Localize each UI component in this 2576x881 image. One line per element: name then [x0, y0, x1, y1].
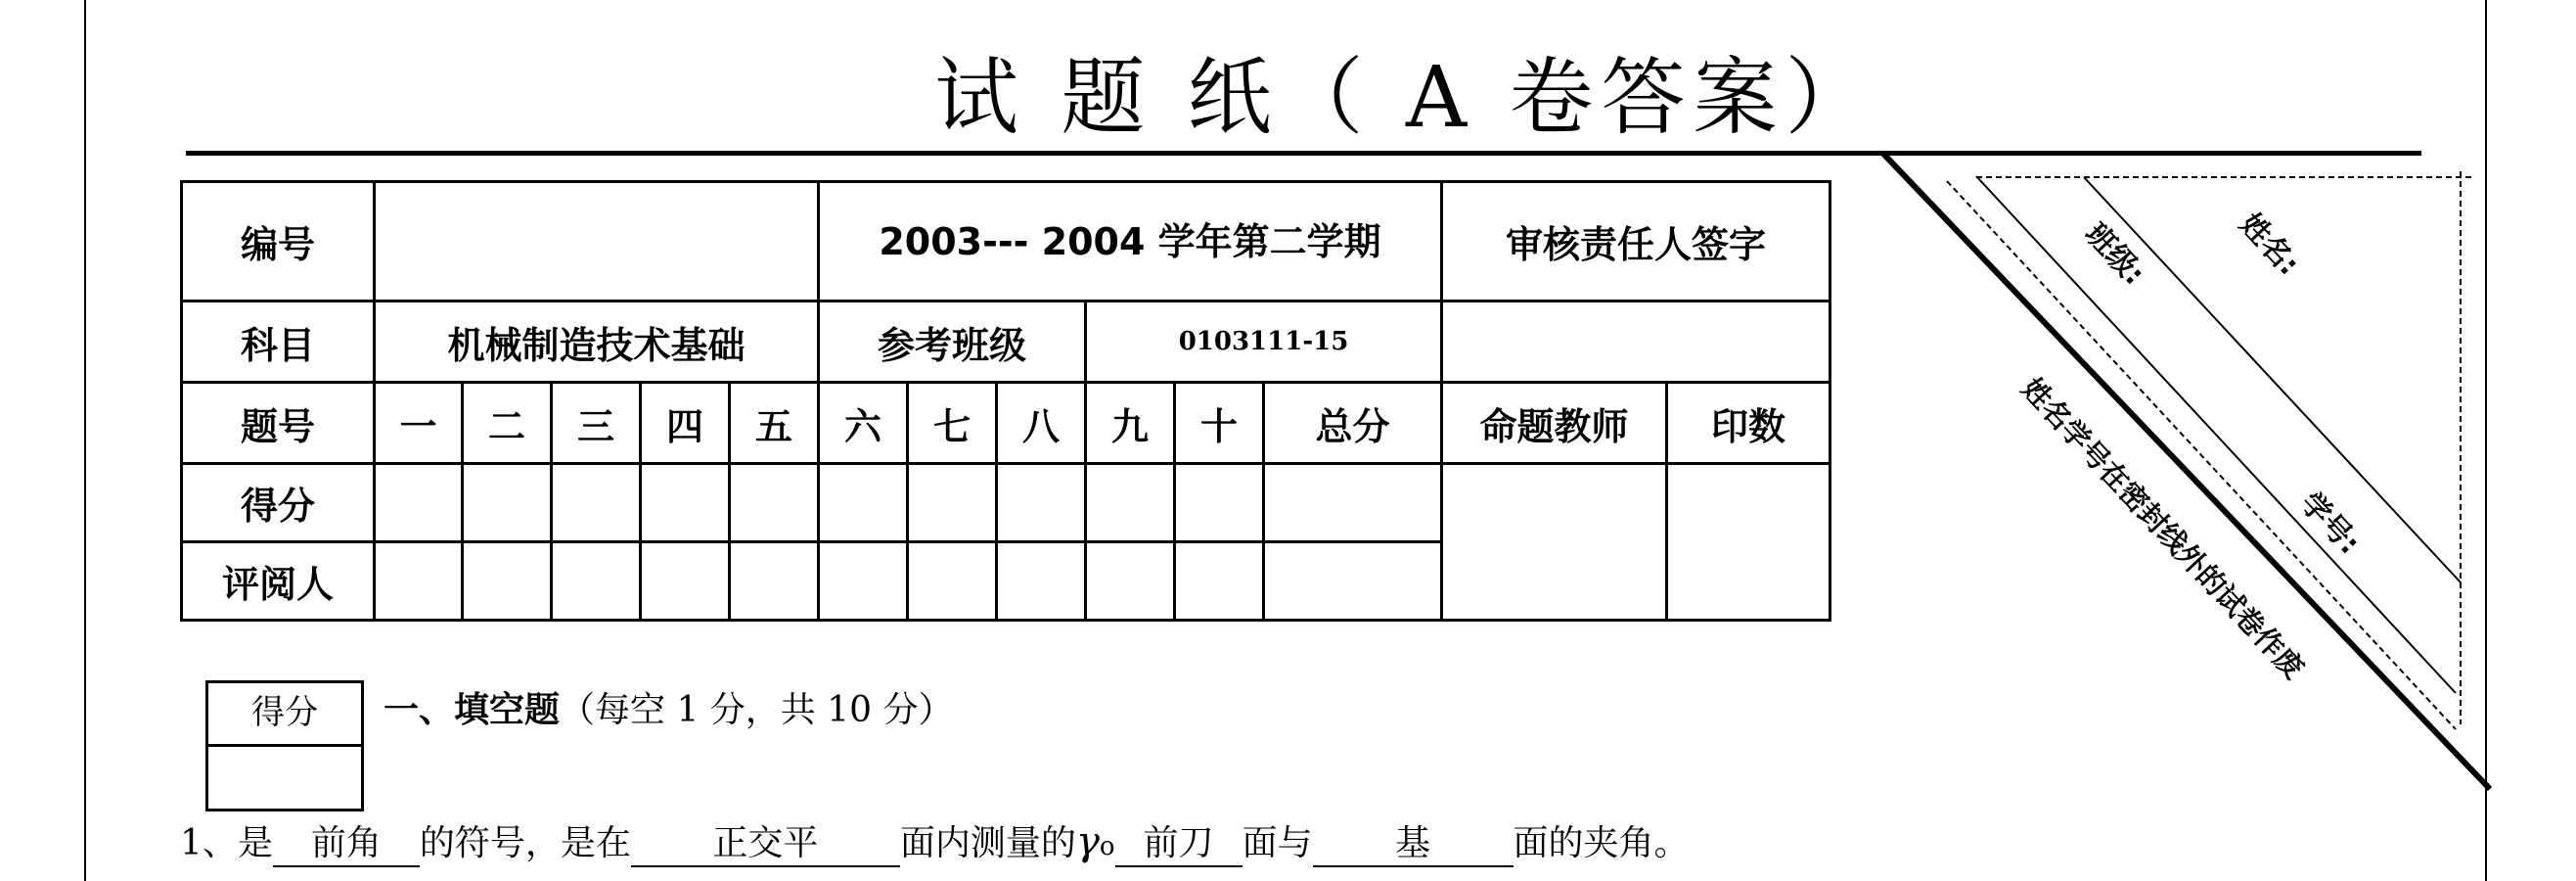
question-number: 八	[997, 383, 1086, 464]
subject-value: 机械制造技术基础	[375, 301, 819, 383]
score-row-label: 得分	[182, 464, 375, 542]
question-number: 十	[1175, 383, 1264, 464]
section-1-note: （每空 1 分，共 10 分）	[560, 690, 954, 730]
class-value: 0103111-15	[1086, 301, 1442, 383]
question-number: 一	[375, 383, 463, 464]
q1-text-1: 的符号，是在	[419, 823, 631, 863]
grader-row-label: 评阅人	[182, 542, 375, 621]
gamma-subscript: o	[1099, 832, 1115, 861]
copies-label: 印数	[1667, 383, 1830, 464]
reviewer-sign-label: 审核责任人签字	[1442, 182, 1830, 301]
seal-outer-line	[1883, 154, 2490, 789]
seal-class-label: 班级:	[2078, 216, 2151, 293]
question-number: 四	[641, 383, 730, 464]
q1-prefix: 1、是	[180, 823, 273, 863]
seal-dashed-line	[1947, 181, 2456, 729]
q1-text-2: 面内测量的	[899, 823, 1076, 863]
subject-label: 科目	[182, 301, 375, 383]
score-box-label: 得分	[208, 683, 361, 747]
question-number: 二	[463, 383, 552, 464]
q1-text-3: 面与	[1242, 823, 1313, 863]
question-number: 五	[730, 383, 819, 464]
q1-blank-3[interactable]: 前刀	[1115, 822, 1243, 867]
q1-blank-2[interactable]: 正交平	[631, 822, 900, 867]
seal-notice: 姓名学号在密封线外的试卷作废	[2014, 371, 2311, 685]
term-cell: 2003--- 2004 学年第二学期	[819, 182, 1442, 301]
seal-student-id-label: 学号:	[2293, 486, 2367, 562]
question-number: 九	[1086, 383, 1175, 464]
gamma-symbol: γ	[1075, 819, 1100, 864]
seal-name-label: 姓名:	[2233, 207, 2306, 283]
question-no-label: 题号	[182, 383, 375, 464]
question-number: 三	[552, 383, 641, 464]
setter-label: 命题教师	[1442, 383, 1667, 464]
page-title: 试 题 纸（ A 卷答案）	[934, 49, 1877, 147]
section-1-title: 一、填空题	[384, 689, 561, 730]
question-number: 六	[819, 383, 908, 464]
question-number: 七	[908, 383, 997, 464]
total-label: 总分	[1264, 383, 1442, 464]
q1-blank-4[interactable]: 基	[1313, 822, 1514, 867]
number-label: 编号	[182, 182, 375, 301]
class-label: 参考班级	[819, 301, 1086, 383]
seal-inner-line	[1976, 176, 2456, 693]
q1-blank-1[interactable]: 前角	[273, 822, 420, 867]
q1-text-4: 面的夹角。	[1513, 823, 1690, 863]
